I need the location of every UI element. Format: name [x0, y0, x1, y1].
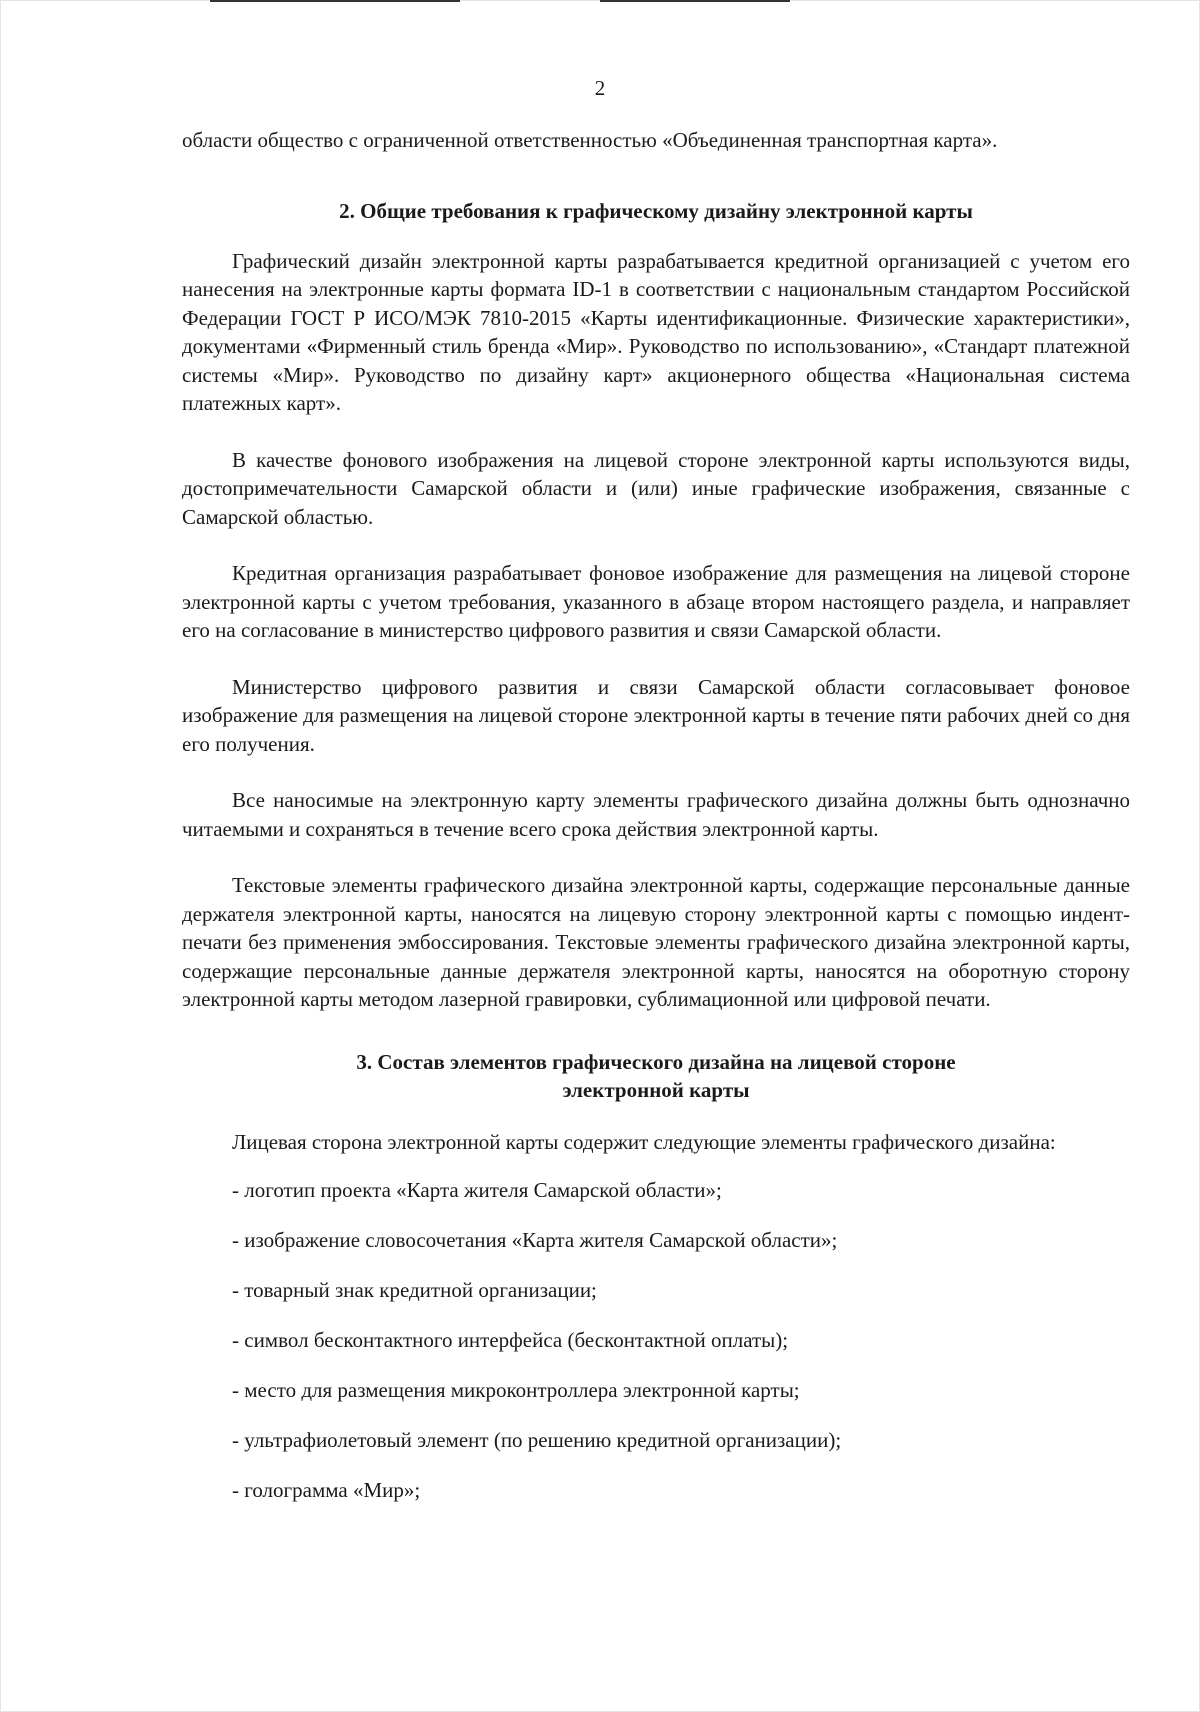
list-item: - товарный знак кредитной организации;	[232, 1278, 597, 1302]
list-item: - логотип проекта «Карта жителя Самарской области»;	[232, 1178, 722, 1202]
list-item: - символ бесконтактного интерфейса (бесконтактной оплаты);	[232, 1328, 789, 1352]
section-2-paragraph: Министерство цифрового развития и связи Самарской области согласовывает фоновое изображение для размещения на лицевой стороне электронной карты в течение пяти рабочих дней со дня его получения.	[182, 674, 1130, 756]
design-elements-list	[182, 1176, 1130, 1504]
section-2-paragraph: Кредитная организация разрабатывает фоновое изображение для размещения на лицевой стороне электронной карты с учетом требования, указанного в абзаце втором настоящего раздела, и направляет его на согласование в министерство цифрового развития и связи Самарской области.	[182, 561, 1130, 642]
list-item: - изображение словосочетания «Карта жителя Самарской области»;	[232, 1228, 838, 1252]
section-3-title-line-2: электронной карты	[562, 1077, 750, 1102]
section-3-title-line-1: 3. Состав элементов графического дизайна на лицевой стороне	[356, 1049, 956, 1074]
scan-artifact-line	[210, 0, 460, 2]
intro-line: области общество с ограниченной ответственностью «Объединенная транспортная карта».	[182, 128, 998, 152]
section-2-paragraph: Все наносимые на электронную карту элементы графического дизайна должны быть однозначно читаемыми и сохраняться в течение всего срока действия электронной карты.	[182, 788, 1130, 841]
list-item: - ультрафиолетовый элемент (по решению кредитной организации);	[232, 1428, 842, 1452]
section-2-paragraph: Текстовые элементы графического дизайна электронной карты, содержащие персональные данные держателя электронной карты, наносятся на лицевую сторону электронной карты с помощью индент-печати без применения эмбоссирования. Текстовые элементы графического дизайна электронной карты, содержащие персональные данные держателя электронной карты, наносятся на оборотную сторону электронной карты методом лазерной гравировки, сублимационной или цифровой печати.	[182, 873, 1130, 1011]
section-2-paragraph: В качестве фонового изображения на лицевой стороне электронной карты используются виды, достопримечательности Самарской области и (или) иные графические изображения, связанные с Самарской областью.	[182, 447, 1130, 529]
scan-artifact-line	[600, 0, 790, 2]
list-item: - голограмма «Мир»;	[232, 1478, 421, 1502]
section-2-title: 2. Общие требования к графическому дизайну электронной карты	[339, 198, 973, 223]
list-item: - место для размещения микроконтроллера электронной карты;	[232, 1378, 800, 1402]
section-3-title	[182, 1048, 1130, 1104]
document-body	[182, 126, 1130, 1526]
section-2-paragraph: Графический дизайн электронной карты разрабатывается кредитной организацией с учетом его нанесения на электронные карты формата ID-1 в соответствии с национальным стандартом Российской Федерации ГОСТ Р ИСО/МЭК 7810-2015 «Карты идентификационные. Физические характеристики», документами «Фирменный стиль бренда «Мир». Руководство по использованию», «Стандарт платежной системы «Мир». Руководство по дизайну карт» акционерного общества «Национальная система платежных карт».	[182, 248, 1130, 415]
page-number: 2	[594, 76, 606, 100]
section-3-intro: Лицевая сторона электронной карты содержит следующие элементы графического дизайна:	[232, 1129, 1056, 1154]
